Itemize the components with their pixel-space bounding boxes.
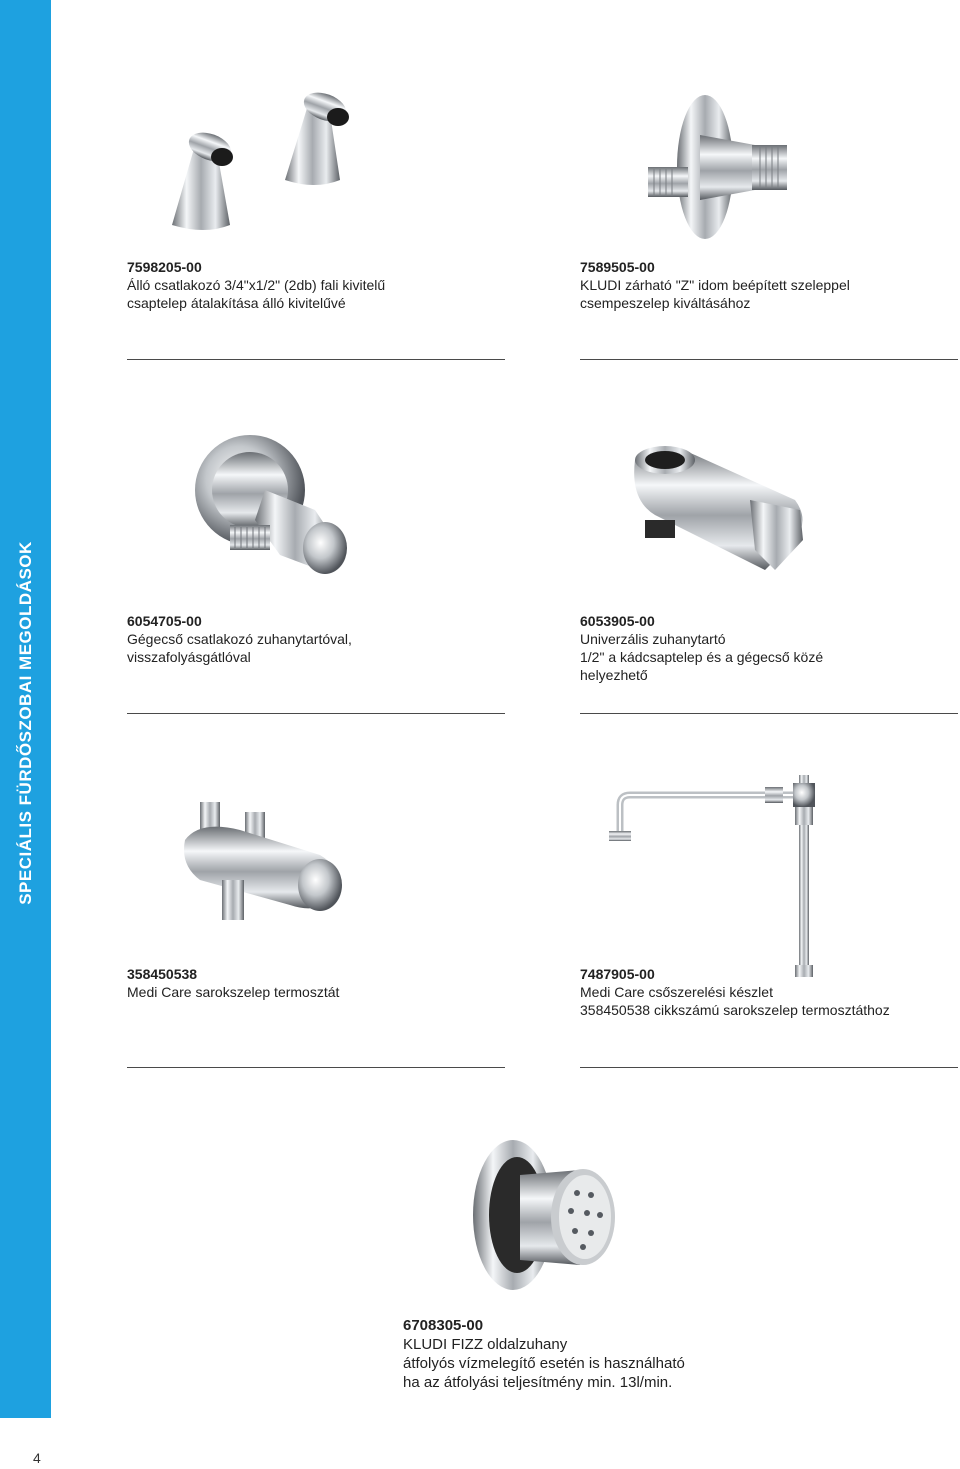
page-number: 4 (33, 1450, 41, 1466)
product-code: 358450538 (127, 966, 198, 982)
product-line: visszafolyásgátlóval (127, 649, 251, 665)
product-description-7487905 (580, 965, 890, 1019)
product-description-6053905 (580, 612, 823, 684)
product-code: 6054705-00 (127, 613, 202, 629)
divider (127, 713, 505, 714)
product-line: KLUDI zárható "Z" idom beépített szeleppel (580, 277, 850, 293)
divider (580, 359, 958, 360)
product-code: 6053905-00 (580, 613, 655, 629)
product-description-6054705 (127, 612, 352, 666)
product-image-side-shower (465, 1135, 625, 1295)
product-line: Medi Care csőszerelési készlet (580, 984, 773, 1000)
divider (127, 1067, 505, 1068)
product-line: Medi Care sarokszelep termosztát (127, 984, 340, 1000)
product-line: ha az átfolyási teljesítmény min. 13l/min. (403, 1374, 673, 1391)
product-line: 1/2" a kádcsaptelep és a gégecső közé (580, 649, 824, 665)
product-code: 6708305-00 (403, 1317, 484, 1334)
product-line: 358450538 cikkszámú sarokszelep termosztáthoz (580, 1002, 890, 1018)
product-image-z-fitting (640, 95, 800, 245)
product-code: 7589505-00 (580, 259, 655, 275)
product-line: KLUDI FIZZ oldalzuhany (403, 1336, 568, 1353)
sidebar-title: SPECIÁLIS FÜRDŐSZOBAI MEGOLDÁSOK (16, 541, 35, 905)
product-line: Álló csatlakozó 3/4"x1/2" (2db) fali kivitelű (127, 277, 386, 293)
sidebar (0, 0, 51, 1418)
product-image-wall-connector-holder (185, 430, 355, 580)
divider (580, 1067, 958, 1068)
product-image-universal-shower-holder (625, 440, 810, 580)
product-description-6708305 (403, 1316, 685, 1392)
divider (127, 359, 505, 360)
divider (580, 713, 958, 714)
product-line: csaptelep átalakítása álló kivitelűvé (127, 295, 346, 311)
product-code: 7487905-00 (580, 966, 655, 982)
product-line: helyezhető (580, 667, 648, 683)
product-description-358450538 (127, 965, 339, 1001)
product-image-thermostatic-angle-valve (180, 800, 350, 925)
product-line: Univerzális zuhanytartó (580, 631, 726, 647)
product-code: 7598205-00 (127, 259, 202, 275)
product-image-pipe-set (605, 775, 820, 980)
product-line: átfolyós vízmelegítő esetén is használható (403, 1355, 685, 1372)
product-image-standing-connectors (160, 85, 360, 245)
product-line: Gégecső csatlakozó zuhanytartóval, (127, 631, 352, 647)
product-line: csempeszelep kiváltásához (580, 295, 751, 311)
product-description-7589505 (580, 258, 850, 312)
product-description-7598205 (127, 258, 385, 312)
